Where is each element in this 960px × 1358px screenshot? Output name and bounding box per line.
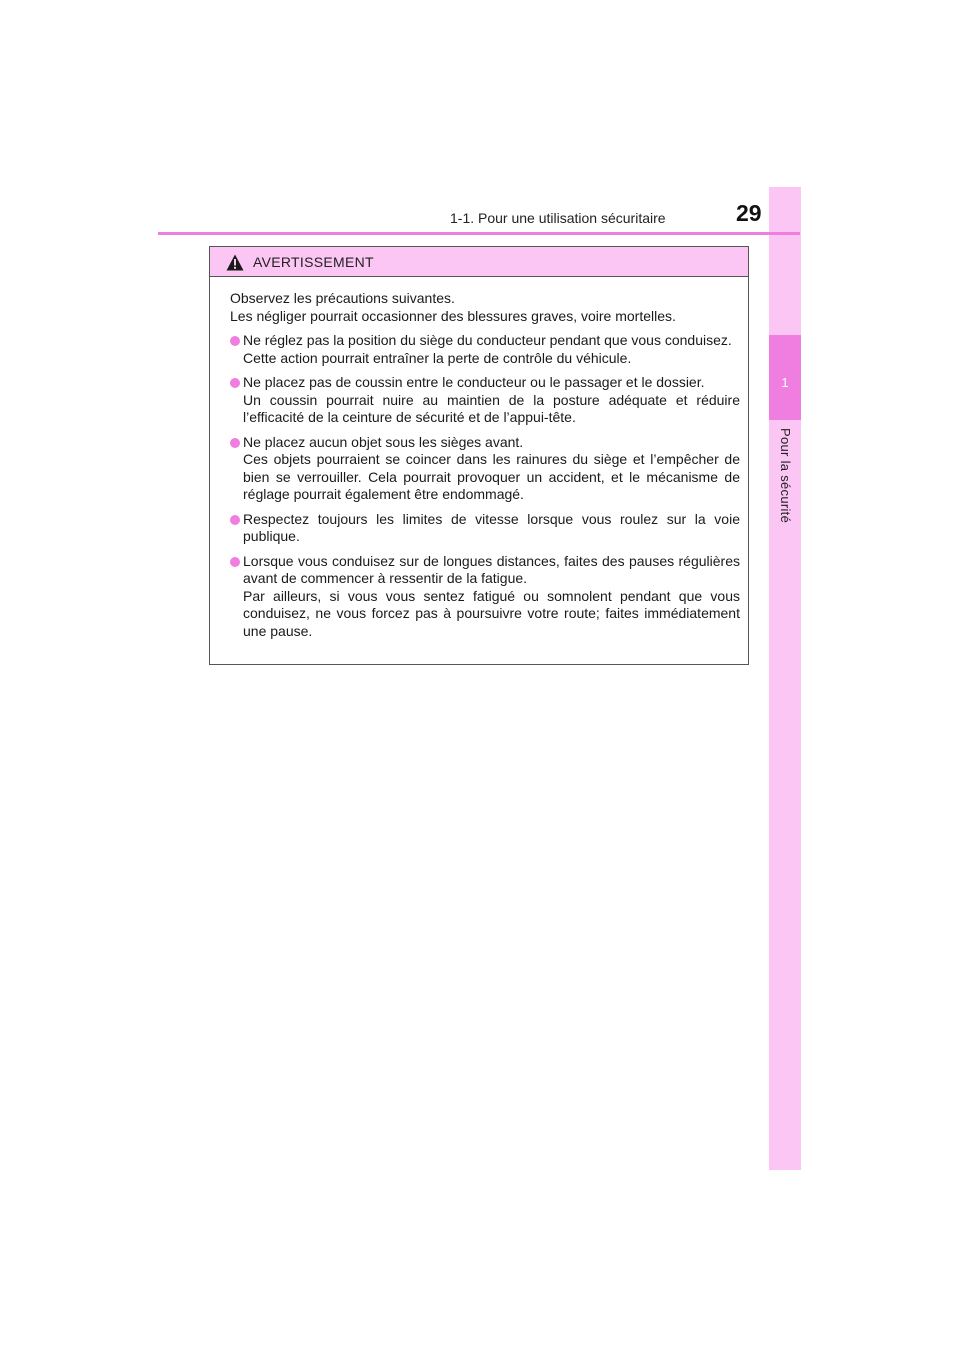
- warning-intro: [230, 290, 740, 325]
- intro-line: Les négliger pourrait occasionner des blessures graves, voire mortelles.: [230, 307, 676, 324]
- warning-item: [230, 434, 740, 504]
- item-line: Lorsque vous conduisez sur de longues distances, faites des pauses régulières avant de commencer à ressentir de la fatigue.: [243, 552, 740, 586]
- intro-line: Observez les précautions suivantes.: [230, 290, 455, 306]
- warning-title: AVERTISSEMENT: [253, 254, 374, 270]
- item-line: Respectez toujours les limites de vitesse lorsque vous roulez sur la voie publique.: [243, 510, 740, 544]
- page-number: 29: [736, 200, 762, 226]
- warning-item: [230, 553, 740, 641]
- item-line: Par ailleurs, si vous vous sentez fatigué ou somnolent pendant que vous conduisez, ne vous forcez pas à poursuivre votre route; faites immédiatement une pause.: [243, 587, 740, 639]
- item-line: Un coussin pourrait nuire au maintien de la posture adéquate et réduire l’efficacité de la ceinture de sécurité et de l’appui-tête.: [243, 391, 740, 425]
- item-line: Ces objets pourraient se coincer dans les rainures du siège et l’empêcher de bien se verrouiller. Cela pourrait provoquer un accident, et le mécanisme de réglage pourrait également être endommagé.: [243, 451, 740, 502]
- bullet-dot-icon: [230, 557, 240, 567]
- warning-header: [210, 247, 748, 277]
- item-line: Cette action pourrait entraîner la perte de contrôle du véhicule.: [243, 349, 632, 366]
- warning-item: [230, 332, 740, 367]
- warning-item: [230, 374, 740, 427]
- warning-list: [230, 332, 740, 640]
- item-line: Ne placez aucun objet sous les sièges avant.: [243, 433, 524, 450]
- warning-body: [210, 277, 748, 640]
- section-title: 1-1. Pour une utilisation sécuritaire: [450, 210, 666, 226]
- chapter-number: 1: [781, 375, 789, 390]
- item-line: Ne réglez pas la position du siège du conducteur pendant que vous conduisez.: [243, 332, 732, 348]
- bullet-dot-icon: [230, 438, 240, 448]
- warning-item: [230, 511, 740, 546]
- bullet-dot-icon: [230, 336, 240, 346]
- warning-triangle-icon: [226, 254, 244, 271]
- bullet-dot-icon: [230, 378, 240, 388]
- header-rule: [158, 232, 800, 235]
- warning-box: [209, 246, 749, 665]
- chapter-label: Pour la sécurité: [778, 428, 793, 524]
- item-line: Ne placez pas de coussin entre le conducteur ou le passager et le dossier.: [243, 374, 705, 390]
- bullet-dot-icon: [230, 515, 240, 525]
